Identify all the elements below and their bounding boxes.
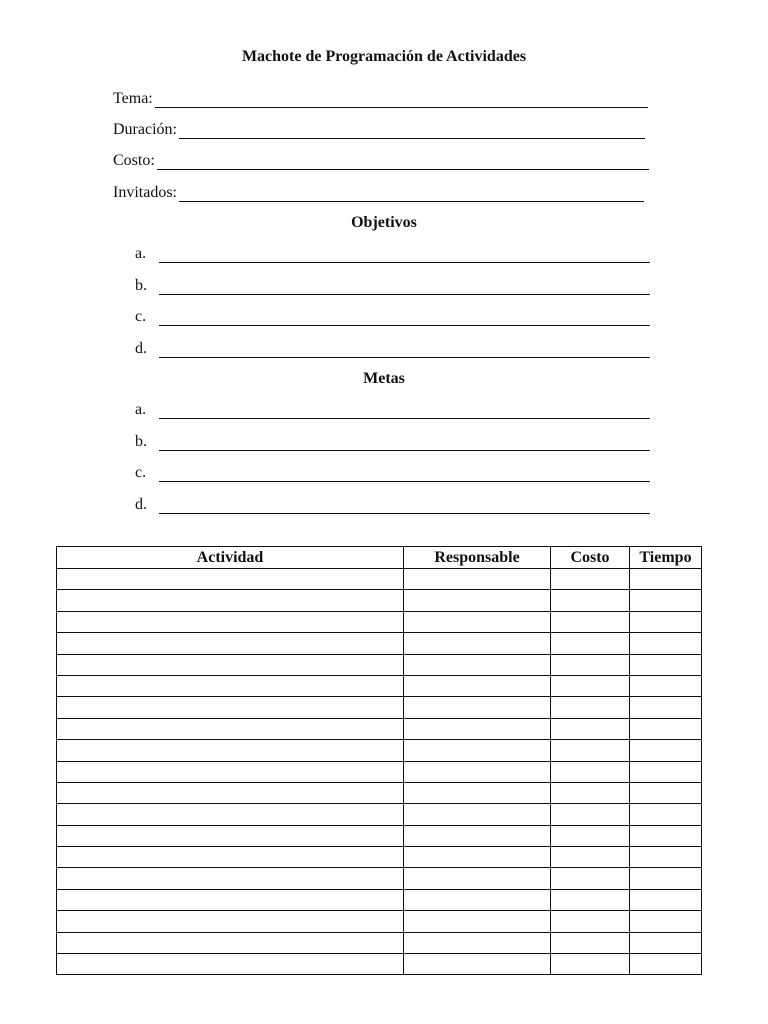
item-marker: a. (135, 401, 147, 418)
table-cell-tiempo[interactable] (630, 611, 702, 632)
table-row (57, 697, 702, 718)
item-marker: a. (135, 245, 147, 262)
meta-item[interactable] (135, 494, 650, 514)
table-header-row (57, 547, 702, 569)
table-cell-responsable[interactable] (404, 804, 551, 825)
table-cell-responsable[interactable] (404, 825, 551, 846)
table-cell-responsable[interactable] (404, 954, 551, 975)
table-cell-responsable[interactable] (404, 889, 551, 910)
item-marker: d. (135, 496, 147, 513)
activity-schedule-table (56, 546, 702, 975)
table-cell-costo[interactable] (551, 590, 630, 611)
objetivo-item[interactable] (135, 306, 650, 326)
table-cell-tiempo[interactable] (630, 911, 702, 932)
table-cell-responsable[interactable] (404, 740, 551, 761)
field-tema[interactable] (113, 88, 648, 108)
table-cell-costo[interactable] (551, 611, 630, 632)
table-cell-tiempo[interactable] (630, 633, 702, 654)
table-cell-tiempo[interactable] (630, 889, 702, 910)
blank-line[interactable] (159, 499, 650, 514)
meta-item[interactable] (135, 462, 650, 482)
table-cell-actividad[interactable] (57, 590, 404, 611)
table-cell-actividad[interactable] (57, 954, 404, 975)
table-cell-actividad[interactable] (57, 761, 404, 782)
blank-line[interactable] (159, 280, 650, 295)
blank-line[interactable] (159, 436, 650, 451)
table-row (57, 740, 702, 761)
table-row (57, 889, 702, 910)
meta-item[interactable] (135, 431, 650, 451)
table-cell-tiempo[interactable] (630, 718, 702, 739)
table-row (57, 718, 702, 739)
table-cell-costo[interactable] (551, 954, 630, 975)
table-cell-actividad[interactable] (57, 889, 404, 910)
table-cell-tiempo[interactable] (630, 654, 702, 675)
table-row (57, 633, 702, 654)
table-cell-tiempo[interactable] (630, 740, 702, 761)
item-marker: b. (135, 277, 147, 294)
table-row (57, 675, 702, 696)
table-cell-costo[interactable] (551, 889, 630, 910)
table-cell-actividad[interactable] (57, 782, 404, 803)
field-label: Invitados: (113, 184, 177, 201)
table-cell-costo[interactable] (551, 718, 630, 739)
table-cell-tiempo[interactable] (630, 675, 702, 696)
field-label: Costo: (113, 152, 155, 169)
table-cell-costo[interactable] (551, 868, 630, 889)
table-cell-responsable[interactable] (404, 611, 551, 632)
table-cell-actividad[interactable] (57, 740, 404, 761)
table-cell-costo[interactable] (551, 804, 630, 825)
table-cell-costo[interactable] (551, 911, 630, 932)
table-cell-actividad[interactable] (57, 847, 404, 868)
table-cell-tiempo[interactable] (630, 590, 702, 611)
table-cell-responsable[interactable] (404, 675, 551, 696)
objetivo-item[interactable] (135, 338, 650, 358)
field-invitados[interactable] (113, 182, 644, 202)
table-cell-responsable[interactable] (404, 590, 551, 611)
column-header-tiempo: Tiempo (630, 547, 702, 569)
blank-line[interactable] (155, 93, 648, 108)
table-cell-responsable[interactable] (404, 761, 551, 782)
table-row (57, 954, 702, 975)
table-cell-costo[interactable] (551, 633, 630, 654)
meta-item[interactable] (135, 399, 650, 419)
table-cell-tiempo[interactable] (630, 847, 702, 868)
table-cell-costo[interactable] (551, 847, 630, 868)
item-marker: c. (135, 308, 147, 325)
table-row (57, 804, 702, 825)
table-cell-actividad[interactable] (57, 932, 404, 953)
table-cell-costo[interactable] (551, 654, 630, 675)
table-row (57, 911, 702, 932)
blank-line[interactable] (159, 311, 650, 326)
table-cell-actividad[interactable] (57, 675, 404, 696)
item-marker: d. (135, 340, 147, 357)
table-row (57, 761, 702, 782)
table-cell-tiempo[interactable] (630, 868, 702, 889)
table-cell-costo[interactable] (551, 569, 630, 590)
blank-line[interactable] (159, 404, 650, 419)
table-cell-costo[interactable] (551, 825, 630, 846)
field-duracion[interactable] (113, 119, 645, 139)
table-cell-actividad[interactable] (57, 718, 404, 739)
table-cell-tiempo[interactable] (630, 804, 702, 825)
table-cell-costo[interactable] (551, 697, 630, 718)
blank-line[interactable] (159, 343, 650, 358)
table-cell-actividad[interactable] (57, 654, 404, 675)
table-cell-actividad[interactable] (57, 911, 404, 932)
column-header-actividad: Actividad (57, 547, 404, 569)
blank-line[interactable] (159, 467, 650, 482)
item-marker: c. (135, 464, 147, 481)
table-cell-responsable[interactable] (404, 697, 551, 718)
field-costo[interactable] (113, 150, 649, 170)
blank-line[interactable] (179, 187, 644, 202)
table-row (57, 611, 702, 632)
table-cell-responsable[interactable] (404, 847, 551, 868)
table-cell-responsable[interactable] (404, 868, 551, 889)
table-cell-costo[interactable] (551, 761, 630, 782)
table-cell-responsable[interactable] (404, 654, 551, 675)
column-header-costo: Costo (551, 547, 630, 569)
table-row (57, 590, 702, 611)
blank-line[interactable] (159, 248, 650, 263)
table-cell-costo[interactable] (551, 782, 630, 803)
table-cell-costo[interactable] (551, 740, 630, 761)
table-cell-actividad[interactable] (57, 825, 404, 846)
table-cell-tiempo[interactable] (630, 932, 702, 953)
table-cell-tiempo[interactable] (630, 954, 702, 975)
table-cell-responsable[interactable] (404, 718, 551, 739)
table-cell-costo[interactable] (551, 675, 630, 696)
table-cell-responsable[interactable] (404, 633, 551, 654)
table-cell-actividad[interactable] (57, 697, 404, 718)
column-header-responsable: Responsable (404, 547, 551, 569)
table-cell-actividad[interactable] (57, 633, 404, 654)
item-marker: b. (135, 433, 147, 450)
table-cell-responsable[interactable] (404, 932, 551, 953)
table-body (57, 569, 702, 975)
table-row (57, 932, 702, 953)
field-label: Tema: (113, 90, 153, 107)
table-cell-responsable[interactable] (404, 782, 551, 803)
table-cell-tiempo[interactable] (630, 782, 702, 803)
objetivo-item[interactable] (135, 275, 650, 295)
page-title: Machote de Programación de Actividades (241, 48, 527, 65)
table-cell-actividad[interactable] (57, 868, 404, 889)
objetivo-item[interactable] (135, 243, 650, 263)
table-row (57, 868, 702, 889)
table-cell-costo[interactable] (551, 932, 630, 953)
table-cell-actividad[interactable] (57, 804, 404, 825)
blank-line[interactable] (179, 124, 645, 139)
table-row (57, 825, 702, 846)
table-row (57, 847, 702, 868)
metas-heading: Metas (363, 370, 405, 387)
table-row (57, 569, 702, 590)
table-cell-tiempo[interactable] (630, 569, 702, 590)
table-cell-tiempo[interactable] (630, 825, 702, 846)
field-label: Duración: (113, 121, 177, 138)
table-cell-tiempo[interactable] (630, 761, 702, 782)
table-cell-responsable[interactable] (404, 569, 551, 590)
table-row (57, 654, 702, 675)
table-cell-actividad[interactable] (57, 611, 404, 632)
table-row (57, 782, 702, 803)
table-cell-responsable[interactable] (404, 911, 551, 932)
table-cell-actividad[interactable] (57, 569, 404, 590)
blank-line[interactable] (157, 155, 649, 170)
objetivos-heading: Objetivos (351, 214, 417, 231)
table-cell-tiempo[interactable] (630, 697, 702, 718)
